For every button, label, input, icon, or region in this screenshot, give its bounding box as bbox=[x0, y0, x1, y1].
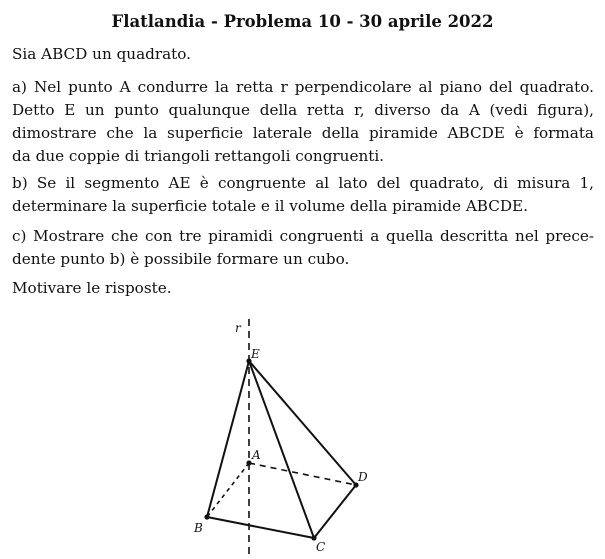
part-a-line-4: da due coppie di triangoli rettangoli congruenti. bbox=[12, 147, 385, 165]
label-E: E bbox=[251, 347, 260, 361]
part-a-line-2: Detto E un punto qualunque della retta r, diverso da A (vedi figura), bbox=[12, 101, 594, 119]
part-c-paragraph bbox=[12, 225, 594, 271]
closing-line: Motivare le risposte. bbox=[12, 279, 172, 297]
edge-EB bbox=[207, 361, 249, 517]
intro-line: Sia ABCD un quadrato. bbox=[12, 45, 191, 63]
part-a-line-3: dimostrare che la superficie laterale della piramide ABCDE è formata bbox=[12, 124, 594, 142]
label-D: D bbox=[358, 470, 368, 484]
intro-paragraph bbox=[12, 43, 594, 66]
label-C: C bbox=[316, 540, 326, 554]
vertex-B bbox=[204, 514, 209, 519]
part-a-paragraph bbox=[12, 76, 594, 168]
pyramid-figure bbox=[185, 315, 385, 559]
label-r: r bbox=[235, 321, 241, 335]
pyramid-diagram bbox=[185, 315, 385, 559]
vertex-A bbox=[246, 460, 251, 465]
part-b-line-1: b) Se il segmento AE è congruente al lato del quadrato, di misura 1, bbox=[12, 174, 594, 192]
label-B: B bbox=[194, 521, 203, 535]
part-b-line-2: determinare la superficie totale e il volume della piramide ABCDE. bbox=[12, 197, 528, 215]
part-c-line-2: dente punto b) è possibile formare un cubo. bbox=[12, 250, 350, 268]
edge-CD bbox=[314, 485, 356, 538]
problem-title: Flatlandia - Problema 10 - 30 aprile 2022 bbox=[111, 12, 494, 31]
edge-BC bbox=[207, 517, 314, 538]
closing-paragraph bbox=[12, 277, 594, 300]
part-b-paragraph bbox=[12, 172, 594, 218]
label-A: A bbox=[252, 448, 261, 462]
part-c-line-1: c) Mostrare che con tre piramidi congruenti a quella descritta nel prece- bbox=[12, 227, 594, 245]
part-a-line-1: a) Nel punto A condurre la retta r perpendicolare al piano del quadrato. bbox=[12, 78, 594, 96]
